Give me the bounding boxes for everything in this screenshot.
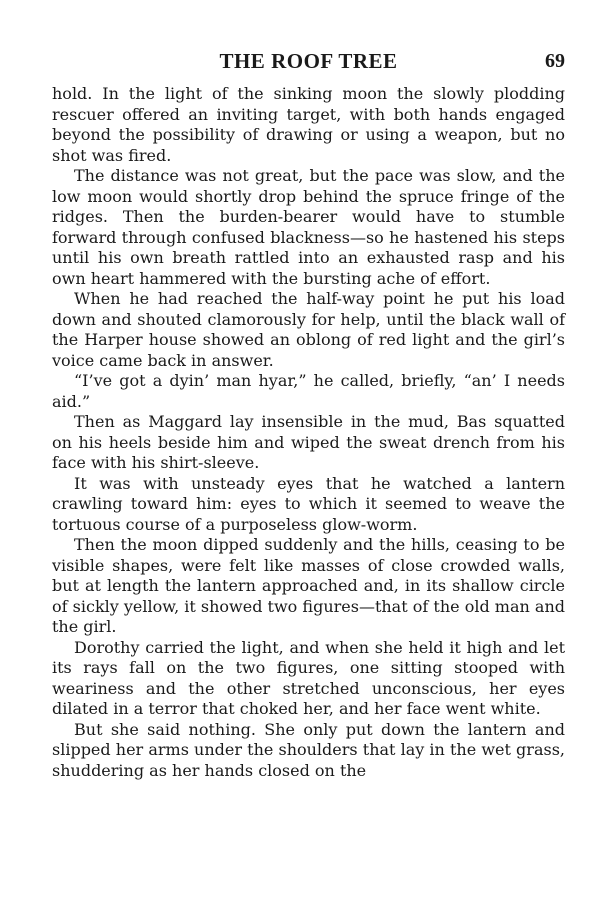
page-number: 69	[545, 50, 565, 72]
paragraph: The distance was not great, but the pace was slow, and the low moon would shortly drop behind the spruce fringe of the ridges. Then the burden-bearer would have to stumble forward through confused blackness—so he hastened his steps until his own breath rattled into an exhausted rasp and his own heart hammered with the bursting ache of effort.	[52, 166, 565, 288]
paragraph: It was with unsteady eyes that he watched a lantern crawling toward him: eyes to which it seemed to weave the tortuous course of a purposeless glow-worm.	[52, 473, 565, 534]
body-text	[52, 84, 565, 781]
paragraph: But she said nothing. She only put down the lantern and slipped her arms under the shoulders that lay in the wet grass, shuddering as her hands closed on the	[52, 719, 565, 780]
paragraph: Then the moon dipped suddenly and the hills, ceasing to be visible shapes, were felt like masses of close crowded walls, but at length the lantern approached and, in its shallow circle of sickly yellow, it showed two figures—that of the old man and the girl.	[52, 535, 565, 636]
paragraph: When he had reached the half-way point he put his load down and shouted clamorously for help, until the black wall of the Harper house showed an oblong of red light and the girl’s voice came back in answer.	[52, 289, 565, 370]
paragraph: “I’ve got a dyin’ man hyar,” he called, briefly, “an’ I needs aid.”	[52, 371, 565, 411]
paragraph: Dorothy carried the light, and when she held it high and let its rays fall on the two figures, one sitting stooped with weariness and the other stretched unconscious, her eyes dilated in a terror that choked her, and her face went white.	[52, 637, 565, 718]
paragraph: Then as Maggard lay insensible in the mud, Bas squatted on his heels beside him and wiped the sweat drench from his face with his shirt-sleeve.	[52, 412, 565, 472]
running-title: THE ROOF TREE	[219, 49, 398, 73]
page-header	[52, 48, 565, 74]
paragraph: hold. In the light of the sinking moon the slowly plodding rescuer offered an inviting target, with both hands engaged beyond the possibility of drawing or using a weapon, but no shot was fired.	[52, 84, 565, 165]
